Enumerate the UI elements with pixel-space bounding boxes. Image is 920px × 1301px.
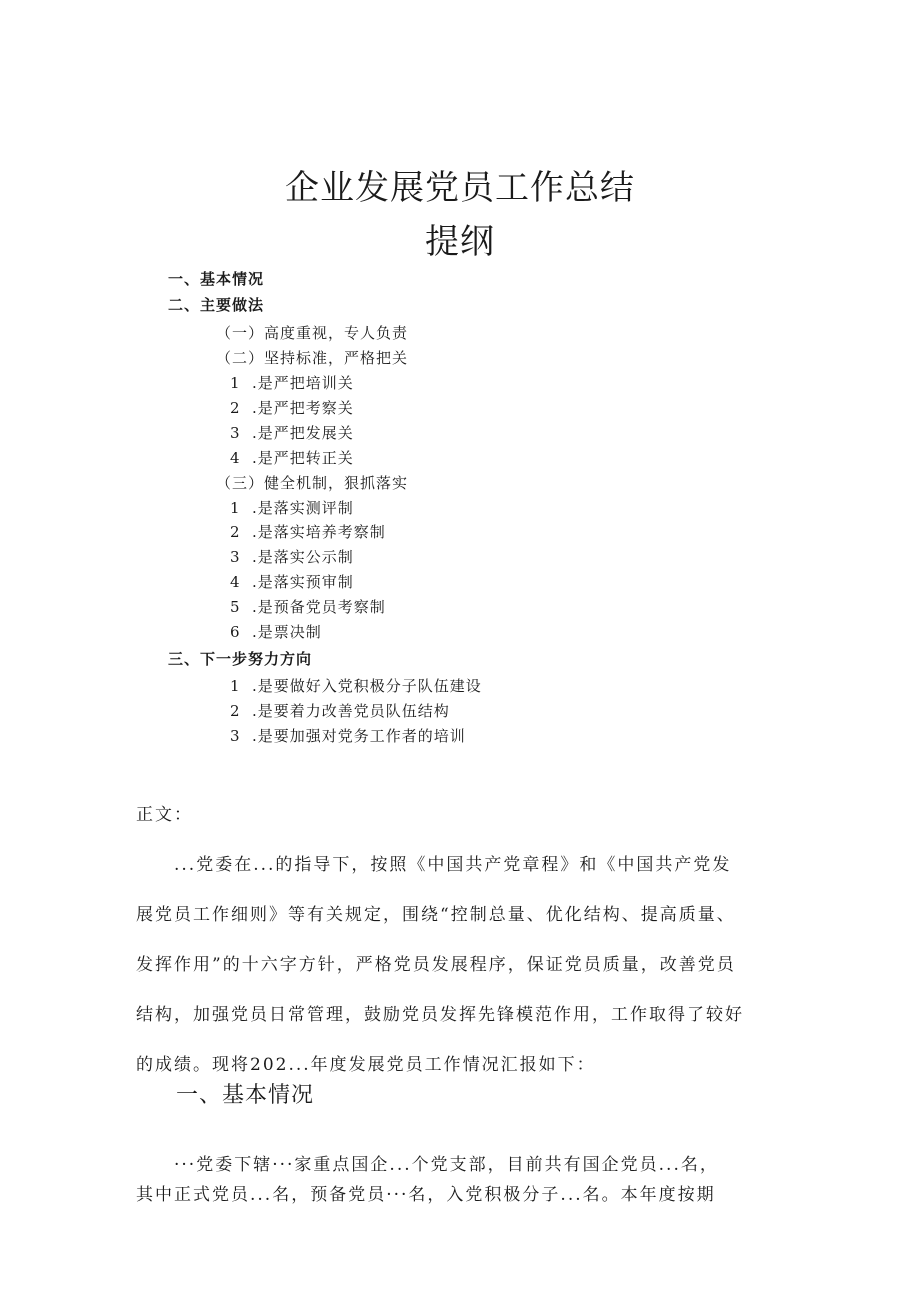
outline-item [230,372,354,393]
section-paragraph [136,1150,788,1210]
outline-item-number: 1 [230,374,241,392]
outline-heading-next-steps: 三、下一步努力方向 [168,650,313,668]
paragraph-line: ...党委在...的指导下，按照《中国共产党章程》和《中国共产党发 [136,855,732,875]
intro-paragraph [136,840,788,1090]
outline-item-number: 6 [230,623,241,641]
outline-heading-basic: 一、基本情况 [168,270,265,288]
outline-item-number: 2 [230,399,241,417]
outline-item-number: 4 [230,573,241,591]
paragraph-line: ···党委下辖···家重点国企...个党支部，目前共有国企党员...名， [136,1155,719,1175]
outline-item [230,596,386,617]
paragraph-line: 的成绩。现将202...年度发展党员工作情况汇报如下： [136,1055,596,1075]
paragraph-line: 展党员工作细则》等有关规定，围绕“控制总量、优化结构、提高质量、 [136,905,736,925]
outline-item-text: .是落实培养考察制 [252,523,386,541]
outline-item [230,397,354,418]
outline-item-number: 3 [230,424,241,442]
outline-item [230,621,322,642]
paragraph-line: 结构，加强党员日常管理，鼓励党员发挥先锋模范作用，工作取得了较好 [136,1005,744,1025]
outline-item [230,497,354,518]
document-subtitle: 提纲 [425,222,495,262]
outline-item-number: 1 [230,499,241,517]
outline-item [230,422,354,443]
outline-subheading: （三）健全机制，狠抓落实 [216,474,409,492]
outline-item-text: .是要加强对党务工作者的培训 [252,727,466,745]
outline-item-text: .是落实测评制 [252,499,354,517]
outline-item-text: .是预备党员考察制 [252,598,386,616]
outline-item-text: .是要做好入党积极分子队伍建设 [252,677,482,695]
outline-item-text: .是严把发展关 [252,424,354,442]
paragraph-line: 其中正式党员...名，预备党员···名，入党积极分子...名。本年度按期 [136,1185,716,1205]
outline-subheading: （一）高度重视，专人负责 [216,324,409,342]
outline-item [230,675,482,696]
outline-heading-practices: 二、主要做法 [168,296,265,314]
outline-item-number: 3 [230,727,241,745]
outline-item [230,546,354,567]
outline-item-text: .是严把培训关 [252,374,354,392]
outline-subheading: （二）坚持标准，严格把关 [216,349,409,367]
outline-item [230,700,450,721]
paragraph-line: 发挥作用”的十六字方针，严格党员发展程序，保证党员质量，改善党员 [136,955,736,975]
outline-item-text: .是票决制 [252,623,322,641]
outline-item-number: 5 [230,598,241,616]
outline-item [230,725,466,746]
outline-item-text: .是严把考察关 [252,399,354,417]
outline-item-number: 1 [230,677,241,695]
outline-item [230,521,386,542]
document-title: 企业发展党员工作总结 [285,168,635,208]
outline-item-number: 3 [230,548,241,566]
outline-item [230,571,354,592]
outline-item-text: .是要着力改善党员队伍结构 [252,702,450,720]
outline-item-number: 4 [230,449,241,467]
outline-item [230,447,354,468]
outline-item-text: .是落实公示制 [252,548,354,566]
outline-item-text: .是严把转正关 [252,449,354,467]
outline-item-text: .是落实预审制 [252,573,354,591]
section-heading-basic: 一、基本情况 [176,1083,315,1108]
body-label: 正文： [136,805,193,825]
outline-item-number: 2 [230,702,241,720]
outline-item-number: 2 [230,523,241,541]
